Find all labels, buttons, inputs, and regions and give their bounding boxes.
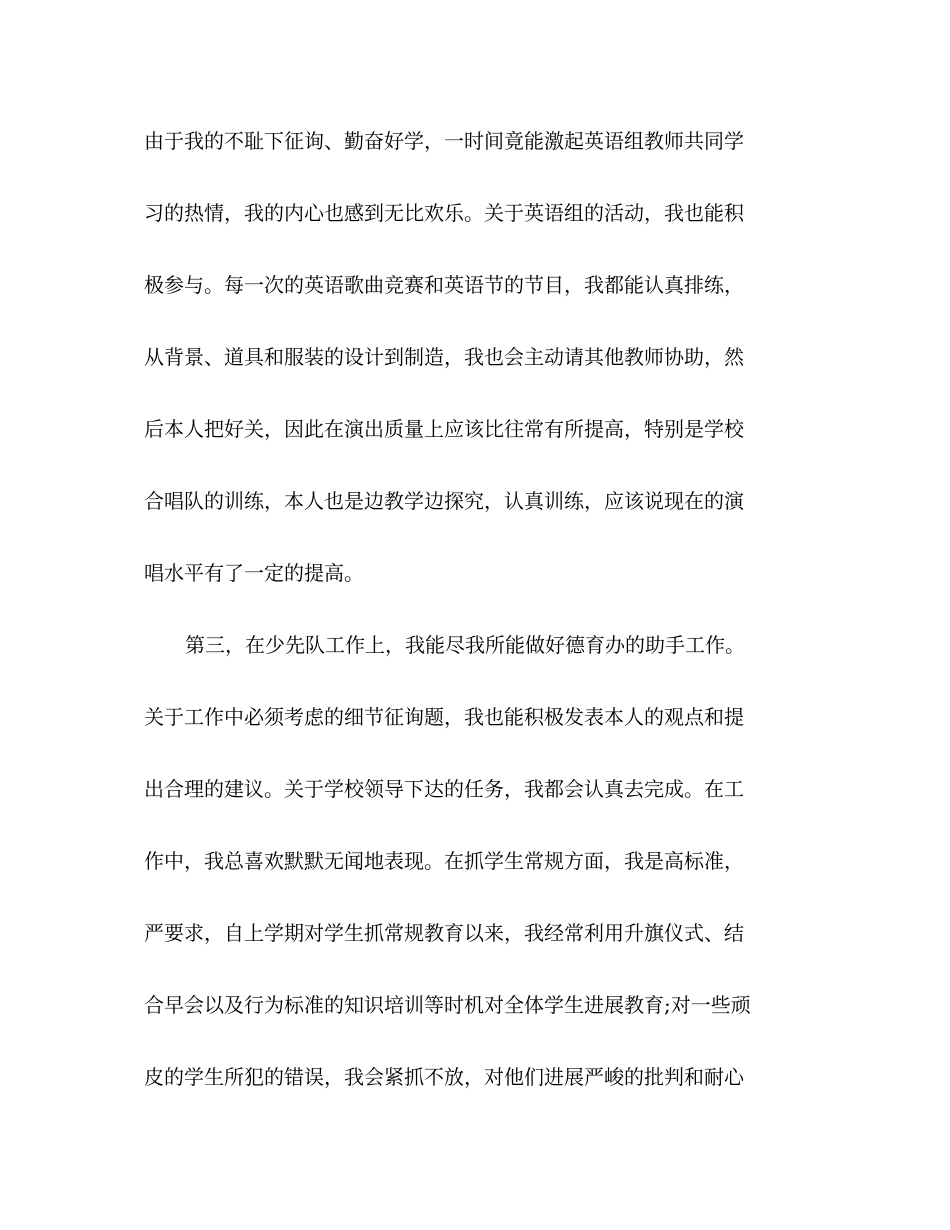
text-line-5: 后本人把好关，因此在演出质量上应该比往常有所提高，特别是学校 — [144, 417, 744, 441]
paragraph-start-line: 第三，在少先队工作上，我能尽我所能做好德育办的助手工作。 — [185, 633, 745, 657]
text-line-11: 作中，我总喜欢默默无闻地表现。在抓学生常规方面，我是高标准， — [144, 849, 744, 873]
body-text — [144, 127, 824, 1135]
text-line-7: 唱水平有了一定的提高。 — [144, 561, 364, 585]
text-line-4: 从背景、道具和服装的设计到制造，我也会主动请其他教师协助，然 — [144, 345, 744, 369]
text-line-3: 极参与。每一次的英语歌曲竞赛和英语节的节目，我都能认真排练， — [144, 273, 744, 297]
text-line-10: 出合理的建议。关于学校领导下达的任务，我都会认真去完成。在工 — [144, 777, 744, 801]
text-line-9: 关于工作中必须考虑的细节征询题，我也能积极发表本人的观点和提 — [144, 705, 744, 729]
text-line-12: 严要求，自上学期对学生抓常规教育以来，我经常利用升旗仪式、结 — [144, 921, 744, 945]
text-line-1: 由于我的不耻下征询、勤奋好学，一时间竟能激起英语组教师共同学 — [144, 129, 744, 153]
text-line-2: 习的热情，我的内心也感到无比欢乐。关于英语组的活动，我也能积 — [144, 201, 744, 225]
text-line-6: 合唱队的训练，本人也是边教学边探究，认真训练，应该说现在的演 — [144, 489, 744, 513]
text-line-13: 合早会以及行为标准的知识培训等时机对全体学生进展教育;对一些顽 — [144, 993, 751, 1017]
text-line-14: 皮的学生所犯的错误，我会紧抓不放，对他们进展严峻的批判和耐心 — [144, 1065, 744, 1089]
